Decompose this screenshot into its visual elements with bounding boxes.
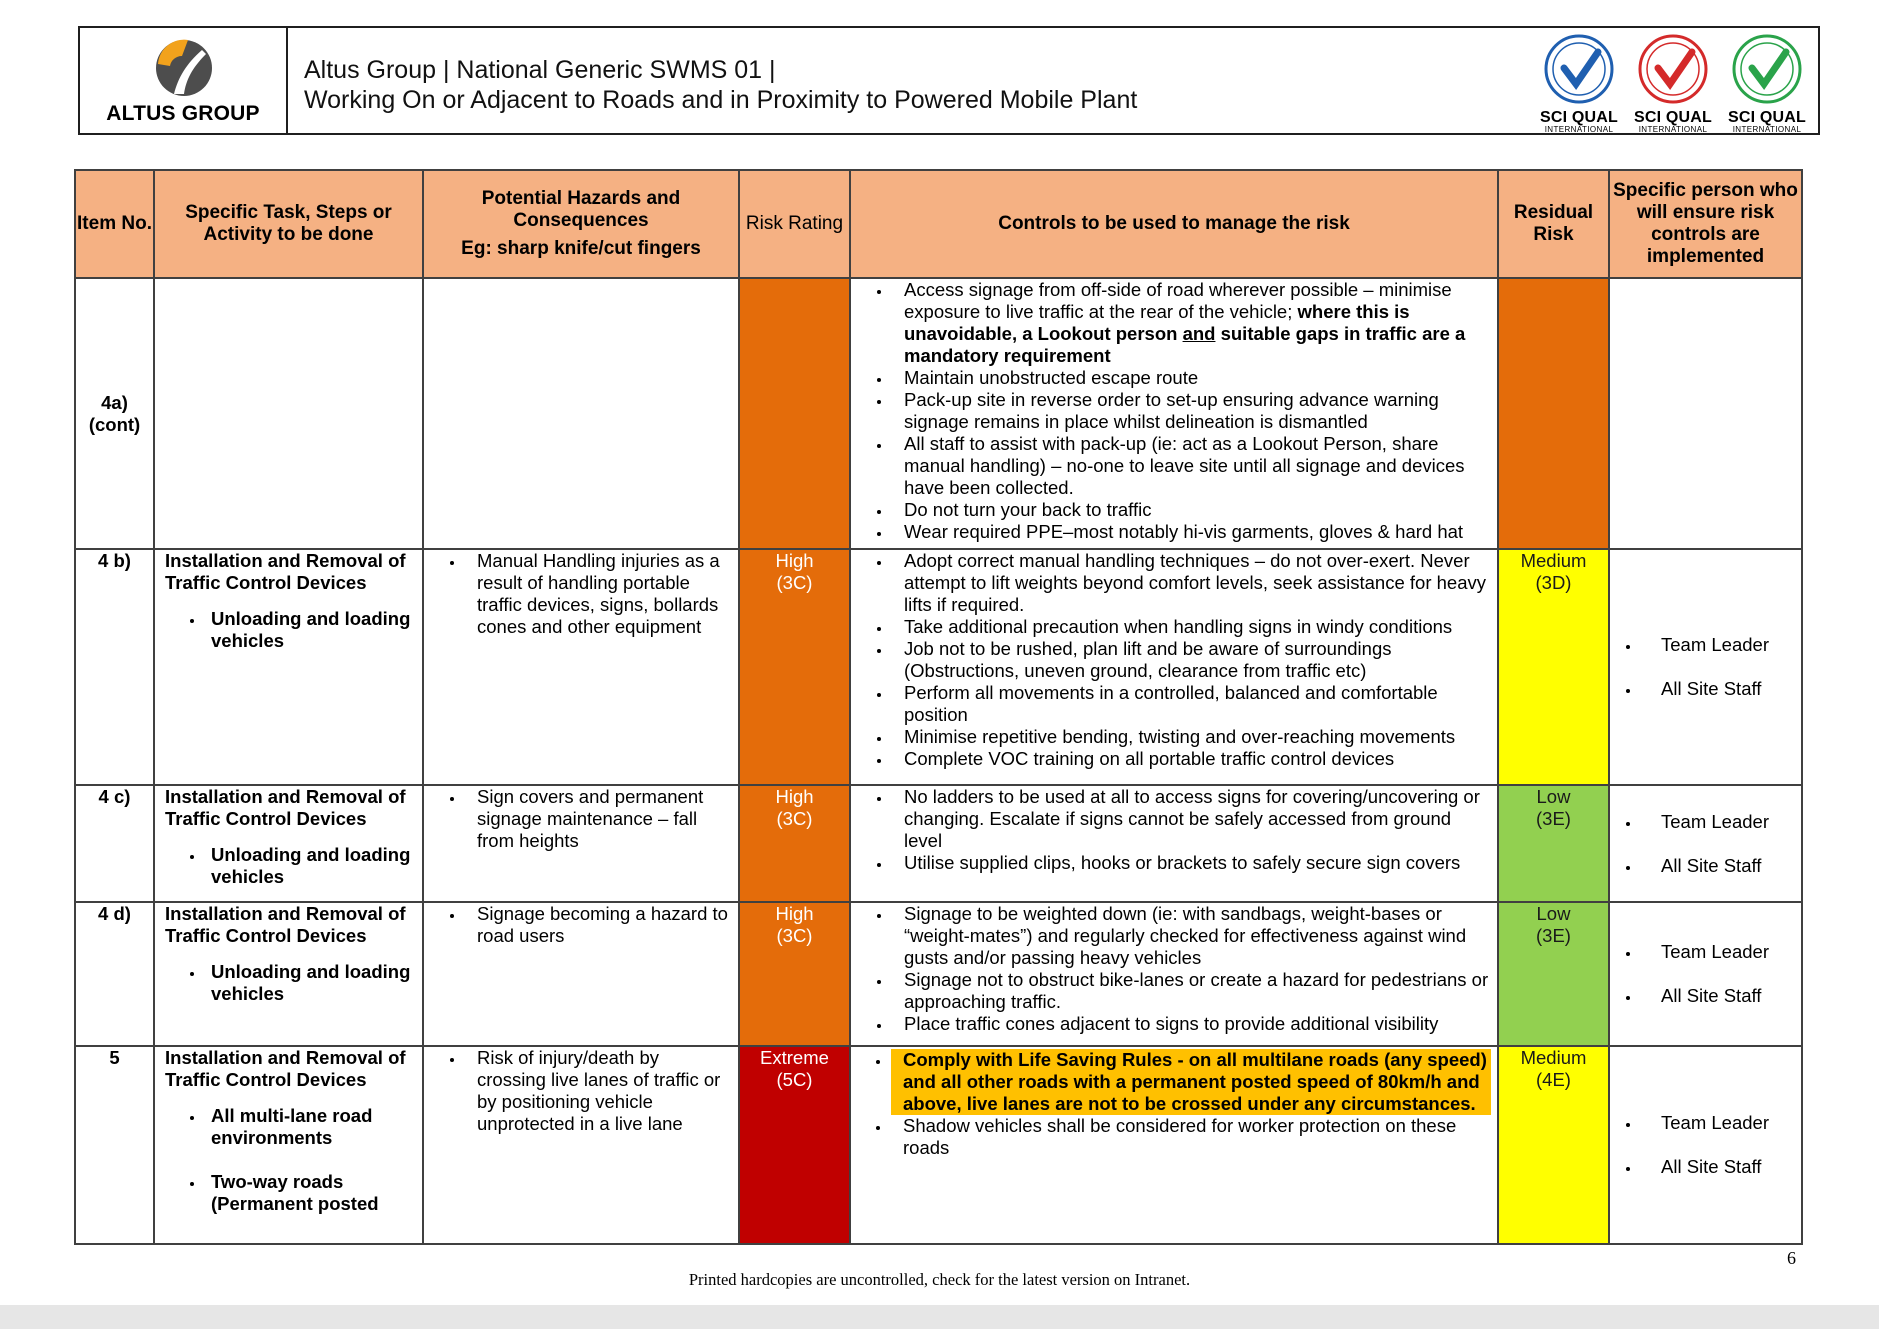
document-title-line1: Altus Group | National Generic SWMS 01 | xyxy=(304,56,776,84)
hazard-cell xyxy=(423,902,739,1046)
document-header xyxy=(78,26,1820,135)
residual-risk-cell: Medium (3D) xyxy=(1498,549,1609,785)
item-number: 4 b) xyxy=(75,549,154,785)
hazard-cell xyxy=(423,1046,739,1244)
hazard-list xyxy=(434,1047,732,1135)
task-steps xyxy=(165,608,416,652)
item-number: 4 d) xyxy=(75,902,154,1046)
cert-badge-red xyxy=(1628,34,1718,134)
control-item: • All staff to assist with pack-up (ie: act as a Lookout Person, share manual handling) – no-one to leave site until all signage and devices have been collected. xyxy=(892,433,1491,499)
task-cell xyxy=(154,549,423,785)
risk-rating-cell xyxy=(739,278,850,549)
control-item: • No ladders to be used at all to access signs for covering/uncovering or changing. Escalate if signs cannot be safely accessed from ground level xyxy=(892,786,1491,852)
person-cell xyxy=(1609,902,1802,1046)
col-header-task: Specific Task, Steps or Activity to be done xyxy=(154,170,423,278)
hazard-list xyxy=(434,903,732,947)
col-header-controls: Controls to be used to manage the risk xyxy=(850,170,1498,278)
control-item: • Wear required PPE–most notably hi-vis garments, gloves & hard hat xyxy=(892,521,1491,543)
swms-risk-table xyxy=(74,169,1803,1245)
task-step: • Unloading and loading vehicles xyxy=(205,608,416,652)
risk-rating-cell: Extreme (5C) xyxy=(739,1046,850,1244)
risk-rating-cell: High (3C) xyxy=(739,549,850,785)
person-list xyxy=(1610,941,1801,1007)
task-steps xyxy=(165,844,416,888)
page-number: 6 xyxy=(1787,1248,1796,1268)
person-item: • Team Leader xyxy=(1641,941,1801,963)
control-item: • Take additional precaution when handling signs in windy conditions xyxy=(892,616,1491,638)
control-item: • Perform all movements in a controlled, balanced and comfortable position xyxy=(892,682,1491,726)
footer-note: Printed hardcopies are uncontrolled, check for the latest version on Intranet. xyxy=(688,1270,1191,1289)
person-cell xyxy=(1609,1046,1802,1244)
risk-rating-cell: High (3C) xyxy=(739,902,850,1046)
item-number: 4a) (cont) xyxy=(75,278,154,549)
task-title: Installation and Removal of Traffic Control Devices xyxy=(165,550,406,593)
residual-risk-cell: Medium (4E) xyxy=(1498,1046,1609,1244)
residual-risk-cell: Low (3E) xyxy=(1498,785,1609,902)
altus-logo-icon xyxy=(152,36,214,98)
controls-list xyxy=(860,1049,1491,1159)
hazard-item: • Manual Handling injuries as a result of handling portable traffic devices, signs, bollards cones and other equipment xyxy=(465,550,732,638)
hazards-header-title: Potential Hazards and Consequences xyxy=(481,188,681,231)
control-item: • Shadow vehicles shall be considered for worker protection on these roads xyxy=(891,1115,1491,1159)
document-title-line2: Working On or Adjacent to Roads and in Proximity to Powered Mobile Plant xyxy=(304,86,1138,114)
controls-cell xyxy=(850,902,1498,1046)
control-item: • Access signage from off-side of road wherever possible – minimise exposure to live traffic at the rear of the vehicle; where this is unavoidable, a Lookout person and suitable gaps in traffic are a mandatory requirement xyxy=(892,279,1491,367)
task-title: Installation and Removal of Traffic Control Devices xyxy=(165,903,406,946)
cert-sub: INTERNATIONAL xyxy=(1544,125,1614,134)
task-steps xyxy=(165,1105,416,1215)
table-row xyxy=(75,549,1802,785)
hazard-cell xyxy=(423,785,739,902)
control-item: • Signage to be weighted down (ie: with sandbags, weight-bases or “weight-mates”) and regularly checked for effectiveness against wind gusts and/or passing heavy vehicles xyxy=(892,903,1491,969)
cert-sub: INTERNATIONAL xyxy=(1638,125,1708,134)
iso-red-seal-icon xyxy=(1630,34,1716,104)
control-item-life-saving-rule: • Comply with Life Saving Rules - on all multilane roads (any speed) and all other roads with a permanent posted speed of 80km/h and above, live lanes are not to be crossed under any circumstances. xyxy=(891,1049,1491,1115)
task-cell xyxy=(154,1046,423,1244)
item-number: 5 xyxy=(75,1046,154,1244)
hazard-cell xyxy=(423,549,739,785)
person-cell xyxy=(1609,549,1802,785)
control-item: • Adopt correct manual handling techniques – do not over-exert. Never attempt to lift weights beyond comfort levels, seek assistance for heavy lifts if required. xyxy=(892,550,1491,616)
person-cell xyxy=(1609,278,1802,549)
control-item: • Utilise supplied clips, hooks or brackets to safely secure sign covers xyxy=(892,852,1491,874)
hazard-list xyxy=(434,786,732,852)
title-cell xyxy=(288,28,1818,133)
item-number: 4 c) xyxy=(75,785,154,902)
person-list xyxy=(1610,811,1801,877)
person-list xyxy=(1610,1112,1801,1178)
col-header-risk: Risk Rating xyxy=(739,170,850,278)
cert-name: SCI QUAL xyxy=(1539,109,1619,126)
col-header-item: Item No. xyxy=(75,170,154,278)
person-item: • Team Leader xyxy=(1641,811,1801,833)
controls-list xyxy=(861,903,1491,1035)
controls-list xyxy=(861,279,1491,543)
iso-blue-seal-icon xyxy=(1536,34,1622,104)
hazard-item: • Sign covers and permanent signage maintenance – fall from heights xyxy=(465,786,732,852)
residual-risk-cell: Low (3E) xyxy=(1498,902,1609,1046)
controls-cell xyxy=(850,278,1498,549)
table-row xyxy=(75,1046,1802,1244)
residual-risk-cell xyxy=(1498,278,1609,549)
task-title: Installation and Removal of Traffic Control Devices xyxy=(165,1047,406,1090)
col-header-hazards xyxy=(423,170,739,278)
task-cell xyxy=(154,902,423,1046)
task-step: • Unloading and loading vehicles xyxy=(205,844,416,888)
table-row xyxy=(75,278,1802,549)
controls-cell xyxy=(850,549,1498,785)
control-item: • Job not to be rushed, plan lift and be aware of surroundings (Obstructions, uneven ground, clearance from traffic etc) xyxy=(892,638,1491,682)
cert-badge-green xyxy=(1722,34,1812,134)
hazard-item: • Signage becoming a hazard to road users xyxy=(465,903,732,947)
cert-sub: INTERNATIONAL xyxy=(1732,125,1802,134)
logo-cell xyxy=(80,28,288,133)
task-cell xyxy=(154,785,423,902)
person-item: • All Site Staff xyxy=(1641,678,1801,700)
task-cell xyxy=(154,278,423,549)
task-title: Installation and Removal of Traffic Control Devices xyxy=(165,786,406,829)
task-step: • Two-way roads (Permanent posted xyxy=(205,1171,416,1215)
person-item: • Team Leader xyxy=(1641,1112,1801,1134)
window-bottom-strip xyxy=(0,1305,1879,1329)
task-step: • Unloading and loading vehicles xyxy=(205,961,416,1005)
controls-list xyxy=(861,550,1491,770)
person-list xyxy=(1610,634,1801,700)
table-row xyxy=(75,785,1802,902)
controls-list xyxy=(861,786,1491,874)
task-step: • All multi-lane road environments xyxy=(205,1105,416,1149)
cert-badge-blue xyxy=(1534,34,1624,134)
person-item: • All Site Staff xyxy=(1641,985,1801,1007)
logo-text: ALTUS GROUP xyxy=(106,102,260,125)
control-item: • Complete VOC training on all portable traffic control devices xyxy=(892,748,1491,770)
control-item: • Place traffic cones adjacent to signs to provide additional visibility xyxy=(892,1013,1491,1035)
person-item: • All Site Staff xyxy=(1641,1156,1801,1178)
person-cell xyxy=(1609,785,1802,902)
hazard-item: • Risk of injury/death by crossing live lanes of traffic or by positioning vehicle unprotected in a live lane xyxy=(465,1047,732,1135)
table-header-row xyxy=(75,170,1802,278)
certification-badges xyxy=(1534,34,1812,134)
risk-rating-cell: High (3C) xyxy=(739,785,850,902)
cert-name: SCI QUAL xyxy=(1727,109,1807,126)
table-row xyxy=(75,902,1802,1046)
control-item: • Signage not to obstruct bike-lanes or create a hazard for pedestrians or approaching traffic. xyxy=(892,969,1491,1013)
cert-name: SCI QUAL xyxy=(1633,109,1713,126)
col-header-person: Specific person who will ensure risk controls are implemented xyxy=(1609,170,1802,278)
task-steps xyxy=(165,961,416,1005)
person-item: • Team Leader xyxy=(1641,634,1801,656)
control-item: • Maintain unobstructed escape route xyxy=(892,367,1491,389)
hazard-cell xyxy=(423,278,739,549)
iso-green-seal-icon xyxy=(1724,34,1810,104)
control-item: • Pack-up site in reverse order to set-up ensuring advance warning signage remains in place whilst delineation is dismantled xyxy=(892,389,1491,433)
control-item: • Minimise repetitive bending, twisting and over-reaching movements xyxy=(892,726,1491,748)
controls-cell xyxy=(850,1046,1498,1244)
person-item: • All Site Staff xyxy=(1641,855,1801,877)
col-header-residual: Residual Risk xyxy=(1498,170,1609,278)
hazard-list xyxy=(434,550,732,638)
control-item: • Do not turn your back to traffic xyxy=(892,499,1491,521)
controls-cell xyxy=(850,785,1498,902)
hazards-header-example: Eg: sharp knife/cut fingers xyxy=(461,238,701,259)
